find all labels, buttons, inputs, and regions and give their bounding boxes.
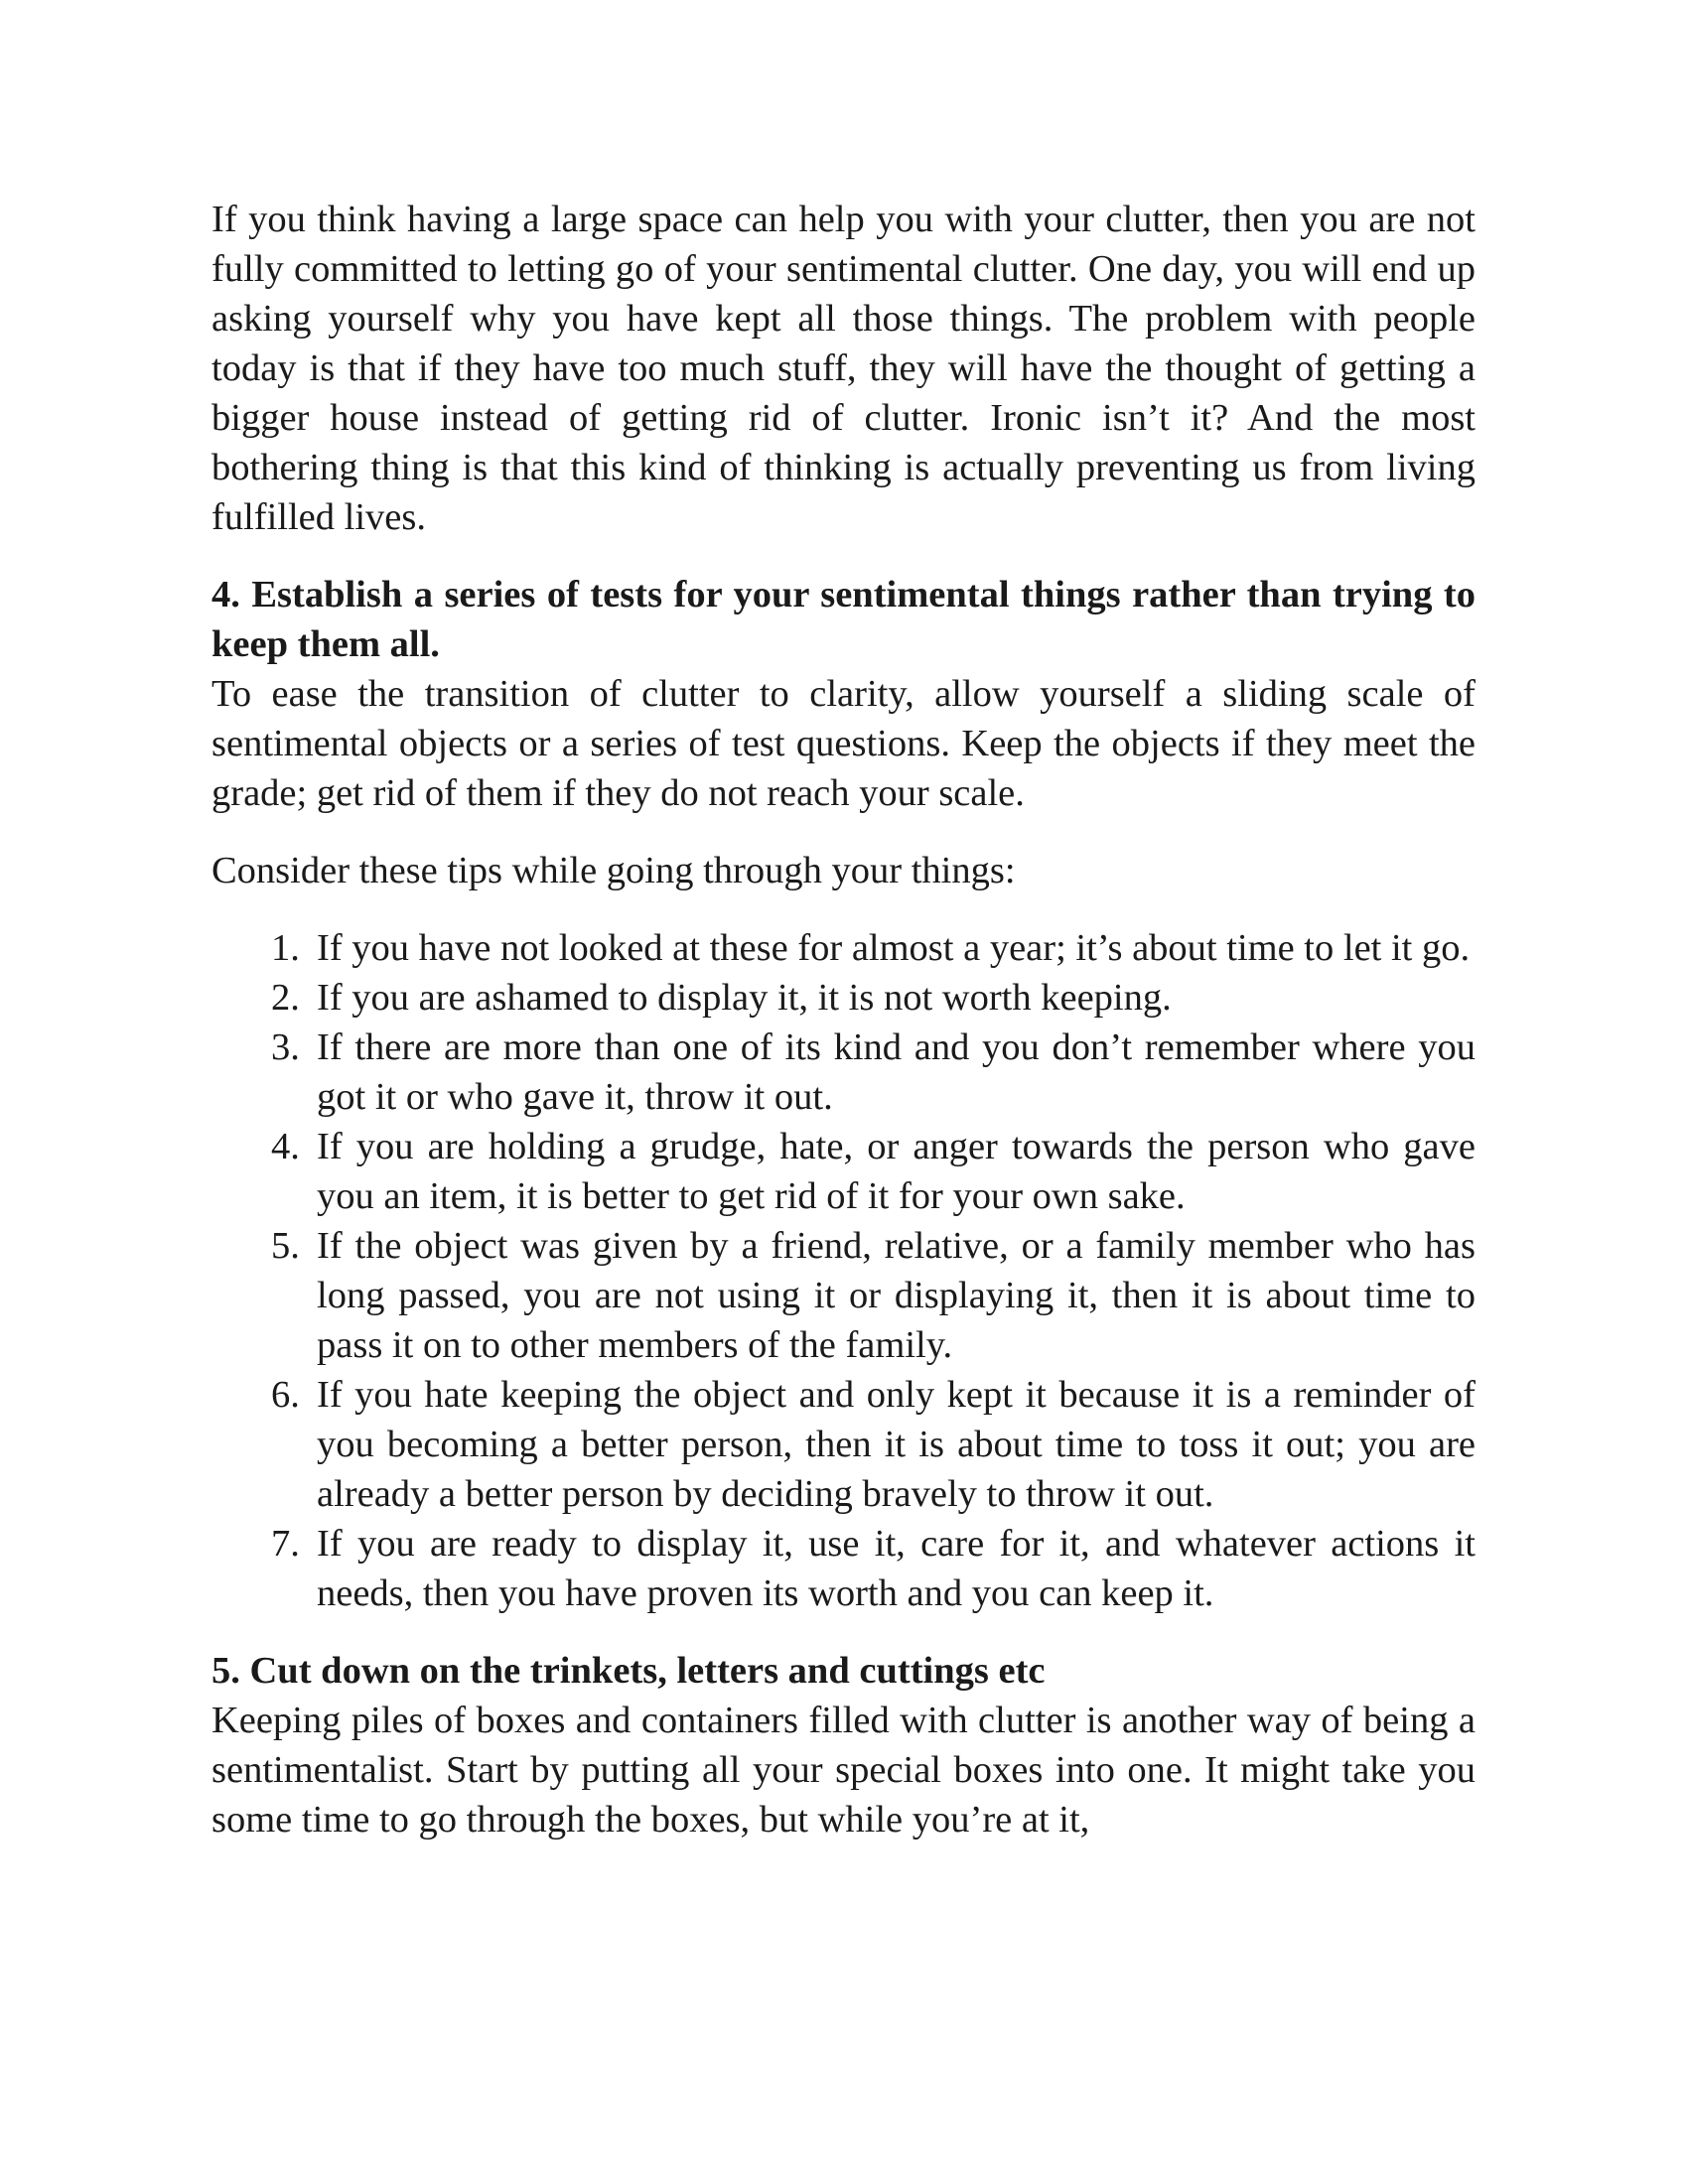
section-5-paragraph: Keeping piles of boxes and containers filled with clutter is another way of being a sentimentalist. Start by putting all your special boxes into one. It might take you some time to go through the boxes, but while you’re at it, xyxy=(211,1700,1476,1841)
document-page xyxy=(211,195,1476,1844)
list-item xyxy=(271,1519,1476,1618)
list-item xyxy=(271,1122,1476,1221)
list-item-number: 5. xyxy=(271,1225,300,1267)
list-item xyxy=(271,1221,1476,1370)
list-item-number: 4. xyxy=(271,1126,300,1167)
section-4-paragraph: To ease the transition of clutter to clarity, allow yourself a sliding scale of sentimental objects or a series of test questions. Keep the objects if they meet the grade; get rid of them if they do not reach your scale. xyxy=(211,673,1476,814)
list-item xyxy=(271,973,1476,1023)
section-heading-4: 4. Establish a series of tests for your sentimental things rather than trying to keep them all. xyxy=(211,574,1476,665)
section-heading-5: 5. Cut down on the trinkets, letters and cuttings etc xyxy=(211,1650,1046,1692)
list-item-text: If you are ready to display it, use it, care for it, and whatever actions it needs, then you have proven its worth and you can keep it. xyxy=(317,1523,1476,1614)
list-item-text: If you have not looked at these for almost a year; it’s about time to let it go. xyxy=(317,927,1471,969)
tips-list xyxy=(211,923,1476,1618)
list-item-text: If the object was given by a friend, relative, or a family member who has long passed, you are not using it or displaying it, then it is about time to pass it on to other members of the family. xyxy=(317,1225,1476,1366)
list-item-text: If there are more than one of its kind and you don’t remember where you got it or who gave it, throw it out. xyxy=(317,1026,1476,1118)
list-item-number: 1. xyxy=(271,927,300,969)
list-item xyxy=(271,923,1476,973)
list-item-number: 6. xyxy=(271,1374,300,1416)
list-item-text: If you are ashamed to display it, it is not worth keeping. xyxy=(317,977,1172,1019)
list-item xyxy=(271,1023,1476,1122)
list-item-number: 7. xyxy=(271,1523,300,1565)
tips-intro: Consider these tips while going through your things: xyxy=(211,850,1016,891)
list-item-text: If you hate keeping the object and only kept it because it is a reminder of you becoming a better person, then it is about time to toss it out; you are already a better person by deciding bravely to throw it out. xyxy=(317,1374,1476,1515)
list-item-text: If you are holding a grudge, hate, or anger towards the person who gave you an item, it is better to get rid of it for your own sake. xyxy=(317,1126,1476,1217)
list-item-number: 3. xyxy=(271,1026,300,1068)
intro-paragraph: If you think having a large space can help you with your clutter, then you are not fully committed to letting go of your sentimental clutter. One day, you will end up asking yourself why you have kept all those things. The problem with people today is that if they have too much stuff, they will have the thought of getting a bigger house instead of getting rid of clutter. Ironic isn’t it? And the most bothering thing is that this kind of thinking is actually preventing us from living fulfilled lives. xyxy=(211,199,1476,538)
list-item-number: 2. xyxy=(271,977,300,1019)
list-item xyxy=(271,1370,1476,1519)
